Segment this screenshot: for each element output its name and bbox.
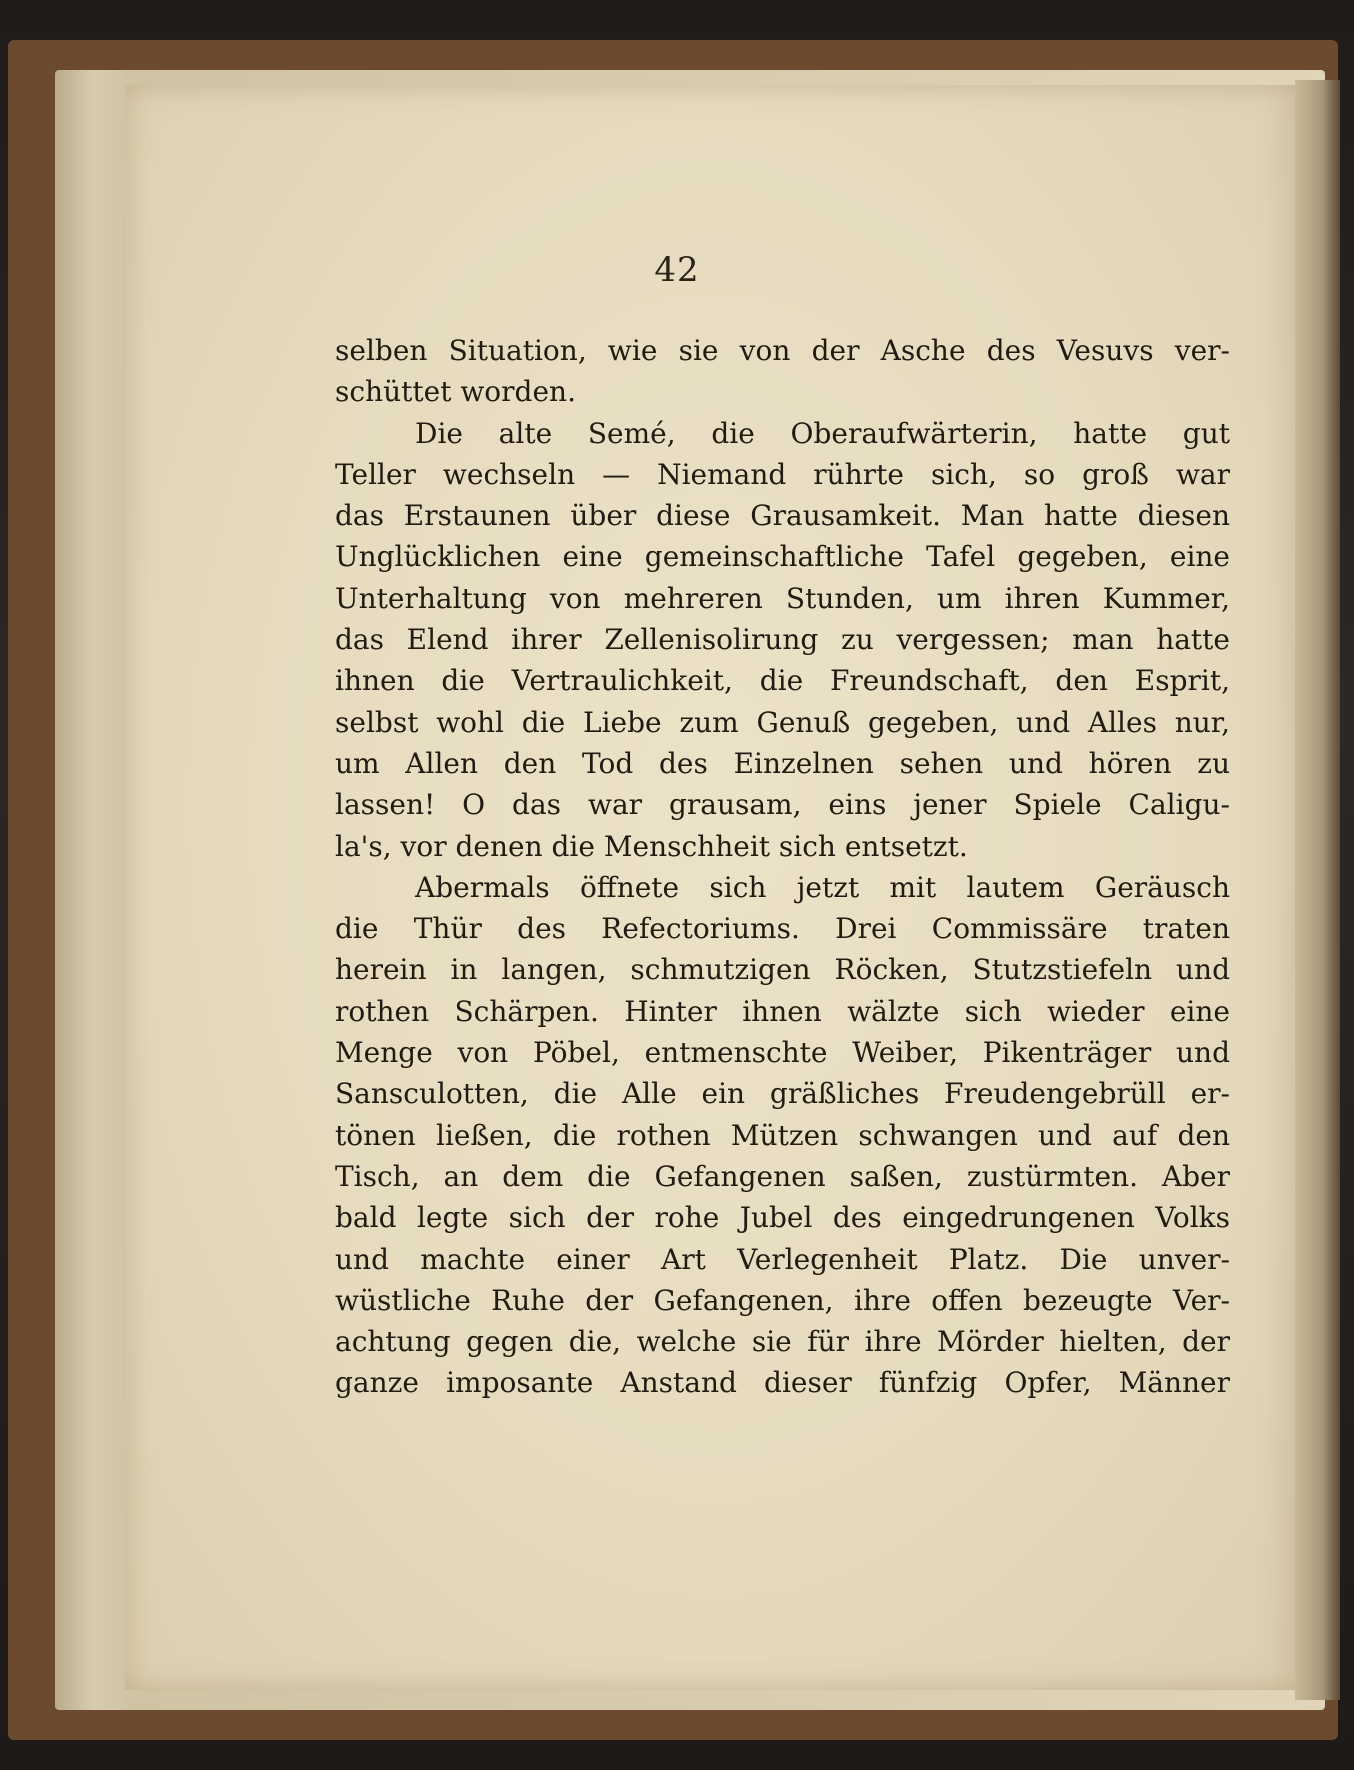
text-line: schüttet worden. xyxy=(335,375,576,409)
text-line: Unterhaltung von mehreren Stunden, um ihren Kummer, xyxy=(335,581,1230,615)
text-line: Die alte Semé, die Oberaufwärterin, hatte gut xyxy=(415,416,1230,450)
text-line: achtung gegen die, welche sie für ihre Mörder hielten, der xyxy=(335,1325,1230,1359)
text-line: ihnen die Vertraulichkeit, die Freundschaft, den Esprit, xyxy=(335,664,1230,698)
text-line: und machte einer Art Verlegenheit Platz. Die unver- xyxy=(335,1242,1230,1276)
text-line: lassen! O das war grausam, eins jener Spiele Caligu- xyxy=(335,788,1230,822)
text-line: das Erstaunen über diese Grausamkeit. Man hatte diesen xyxy=(335,499,1230,533)
text-line: Teller wechseln — Niemand rührte sich, so groß war xyxy=(335,457,1230,491)
text-line: bald legte sich der rohe Jubel des eingedrungenen Volks xyxy=(335,1201,1230,1235)
text-line: wüstliche Ruhe der Gefangenen, ihre offen bezeugte Ver- xyxy=(335,1283,1230,1317)
text-line: selben Situation, wie sie von der Asche des Vesuvs ver- xyxy=(335,334,1230,367)
body-text xyxy=(335,330,1230,1404)
text-line: Abermals öffnete sich jetzt mit lautem Geräusch xyxy=(415,870,1230,904)
text-line: um Allen den Tod des Einzelnen sehen und hören zu xyxy=(335,746,1230,780)
text-line: ganze imposante Anstand dieser fünfzig Opfer, Männer xyxy=(335,1366,1230,1400)
text-line: la's, vor denen die Menschheit sich entsetzt. xyxy=(335,829,968,863)
text-line: rothen Schärpen. Hinter ihnen wälzte sich wieder eine xyxy=(335,994,1230,1028)
book-gutter xyxy=(1295,80,1340,1700)
text-line: Menge von Pöbel, entmenschte Weiber, Pikenträger und xyxy=(335,1036,1230,1070)
text-line: Unglücklichen eine gemeinschaftliche Tafel gegeben, eine xyxy=(335,540,1230,574)
page-number: 42 xyxy=(654,250,700,290)
text-line: Tisch, an dem die Gefangenen saßen, zustürmten. Aber xyxy=(335,1159,1230,1193)
text-line: selbst wohl die Liebe zum Genuß gegeben, und Alles nur, xyxy=(335,705,1230,739)
text-line: tönen ließen, die rothen Mützen schwangen und auf den xyxy=(335,1118,1230,1152)
text-line: die Thür des Refectoriums. Drei Commissäre traten xyxy=(335,912,1230,946)
text-line: das Elend ihrer Zellenisolirung zu vergessen; man hatte xyxy=(335,623,1230,657)
text-line: Sansculotten, die Alle ein gräßliches Freudengebrüll er- xyxy=(335,1077,1230,1111)
text-line: herein in langen, schmutzigen Röcken, Stutzstiefeln und xyxy=(335,953,1230,987)
